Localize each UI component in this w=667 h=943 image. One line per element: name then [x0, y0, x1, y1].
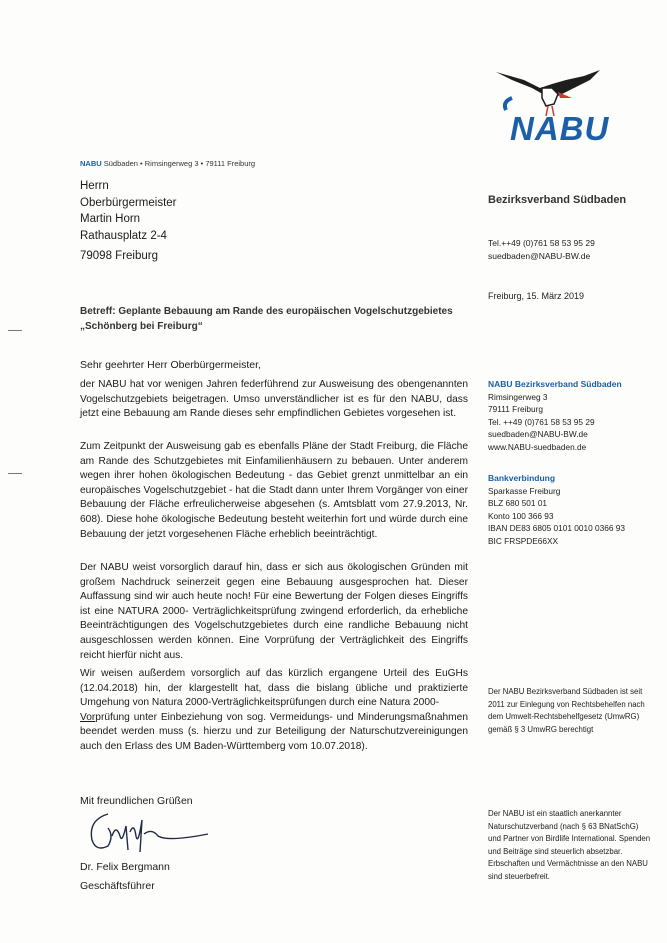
org-tel: Tel.++49 (0)761 58 53 95 29: [488, 238, 595, 248]
recipient-line: Herrn: [80, 180, 109, 192]
sidebar-address-head: NABU Bezirksverband Südbaden: [488, 379, 622, 389]
paragraph-text: Der NABU weist vorsorglich darauf hin, dass er sich aus ökologischen Gründen mit großem Nachdruck seinerzeit gegen eine Bebauung ausgesprochen hat. Dieser Auffassung sind wir auch heute noch! Für eine Bewertung der Folgen dieses Eingriffs ist eine NATURA 2000- Verträglichkeitsprüfung zwingend erforderlich, da erhebliche Beeinträchtigungen des Vogelschutzgebietes durch eine randliche Bebauung nicht ausgeschlossen werden können. Eine Vorprüfung der Verträglichkeit des Eingriffs reicht hierfür nicht aus.: [80, 562, 468, 661]
salutation: Sehr geehrter Herr Oberbürgermeister,: [80, 359, 261, 371]
signer-role: Geschäftsführer: [80, 880, 155, 892]
sidebar-line: Tel. ++49 (0)761 58 53 95 29: [488, 416, 595, 427]
body-paragraph-3: [80, 561, 468, 663]
sender-brand: NABU: [80, 159, 102, 168]
subject: [80, 305, 470, 334]
body-paragraph-2: [80, 440, 468, 542]
letter-date: Freiburg, 15. März 2019: [488, 291, 585, 301]
sender-address: Südbaden • Rimsingerweg 3 • 79111 Freiburg: [101, 159, 256, 168]
org-title: Bezirksverband Südbaden: [488, 194, 627, 206]
subject-line-1: Betreff: Geplante Bebauung am Rande des europäischen Vogelschutzgebietes: [80, 306, 453, 317]
sidebar-line: Sparkasse Freiburg: [488, 485, 561, 496]
org-email: suedbaden@NABU-BW.de: [488, 250, 591, 261]
signer-block: [80, 858, 170, 896]
recipient-address: [80, 178, 177, 244]
recipient-line: Oberbürgermeister: [80, 196, 177, 209]
recipient-line: Martin Horn: [80, 213, 141, 226]
underlined-text: Vor: [80, 711, 96, 723]
body-paragraph-1: [80, 378, 468, 422]
signature: [78, 806, 228, 856]
fold-mark: [8, 473, 22, 474]
org-contact: [488, 237, 595, 262]
paragraph-text: der NABU hat vor wenigen Jahren federführend zur Ausweisung des obengenannten Vogelschutzgebiets beigetragen. Umso unverständlicher ist es für den NABU, dass jetzt eine Bebauung am Rande dieses sehr empfindlichen Gebietes vorgesehen ist.: [80, 379, 468, 420]
signer-name: Dr. Felix Bergmann: [80, 861, 170, 873]
sidebar-bank-head: Bankverbindung: [488, 473, 556, 483]
closing-greeting: Mit freundlichen Grüßen: [80, 795, 193, 807]
sidebar-address: [488, 378, 622, 453]
recipient-city: 79098 Freiburg: [80, 250, 158, 262]
paragraph-text-part: prüfung unter Einbeziehung von sog. Vermeidungs- und Minderungsmaßnahmen beendet werden muss (s. hierzu und zur Beteiligung der Naturschutzvereinigungen auch den Erlass des UM Baden-Württemberg vom 10.07.2018).: [80, 711, 468, 752]
paragraph-text: Zum Zeitpunkt der Ausweisung gab es ebenfalls Pläne der Stadt Freiburg, die Fläche am Rande des Schutzgebietes mit Einfamilienhäusern zu bebauen. Unter anderem wegen ihrer hohen ökologischen Bedeutung - das Gebiet grenzt unmittelbar an ein europäisches Vogelschutzgebiet - hat die Stadt dann unter Ihrem Vorgänger von einer Bebauung der Fläche erfreulicherweise abgesehen (s. Amtsblatt vom 27.9.2013, Nr. 608). Diese hohe ökologische Bedeutung besteht weiterhin fort und würde durch eine Bebauung der jetzt vorgesehenen Fläche erheblich beeinträchtigt.: [80, 441, 468, 540]
sidebar-line: BIC FRSPDE66XX: [488, 535, 559, 546]
sidebar-line: Konto 100 366 93: [488, 510, 554, 521]
subject-line-2: „Schönberg bei Freiburg“: [80, 320, 203, 332]
sidebar-bank: [488, 472, 625, 547]
nabu-logo: [482, 58, 632, 153]
sidebar-line: www.NABU-suedbaden.de: [488, 441, 587, 452]
sidebar-line: 79111 Freiburg: [488, 404, 544, 414]
sidebar-legal-note: Der NABU Bezirksverband Südbaden ist seit 2011 zur Einlegung von Rechtsbehelfen nach dem Umwelt-Rechtsbehelfgesetz (UmwRG) gemäß § 3 UmwRG berechtigt: [488, 687, 645, 734]
sidebar-line: IBAN DE83 6805 0101 0010 0366 93: [488, 523, 626, 533]
sender-line: [80, 159, 255, 168]
body-paragraph-4: [80, 667, 468, 755]
paragraph-text-part: Wir weisen außerdem vorsorglich auf das kürzlich ergangene Urteil des EuGHs (12.04.2018) hin, der klargestellt hat, dass die bislang übliche und praktizierte Umgehung von Natura 2000-Verträglichkeitsprüfungen durch eine Natura 2000-: [80, 668, 468, 709]
sidebar-charity-note: Der NABU ist ein staatlich anerkannter Naturschutzverband (nach § 63 BNatSchG) und Partner von Birdlife International. Spenden und Beiträge sind steuerlich absetzbar. Erbschaften und Vermächtnisse an den NABU sind steuerbefreit.: [488, 809, 651, 881]
sidebar-line: suedbaden@NABU-BW.de: [488, 429, 588, 439]
stork-icon: [482, 58, 632, 118]
fold-mark: [8, 330, 22, 331]
logo-wordmark: NABU: [510, 110, 610, 147]
sidebar-line: Rimsingerweg 3: [488, 391, 548, 402]
recipient-line: Rathausplatz 2-4: [80, 229, 167, 242]
paragraph-text: [80, 667, 468, 755]
sidebar-line: BLZ 680 501 01: [488, 498, 548, 508]
